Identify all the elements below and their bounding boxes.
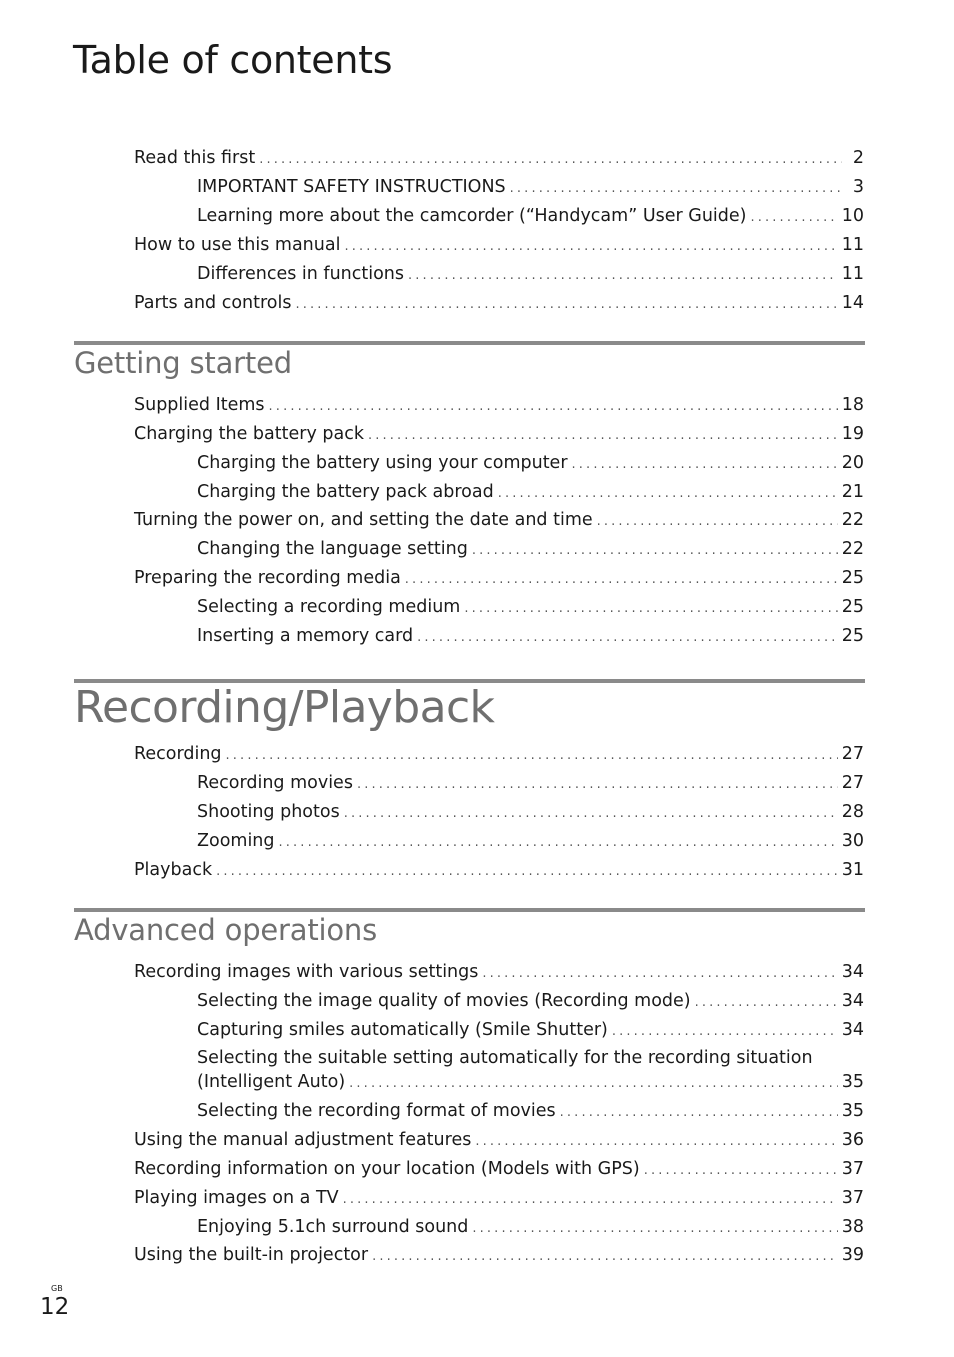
toc-entry-title: Supplied Items: [134, 395, 265, 415]
toc-entry-title: Enjoying 5.1ch surround sound: [197, 1217, 469, 1237]
toc-entry-title-cont: (Intelligent Auto): [197, 1072, 346, 1092]
toc-entry-page: 11: [841, 264, 864, 284]
page-number: 12: [40, 1294, 70, 1320]
toc-entry-title: Learning more about the camcorder (“Handycam” User Guide): [197, 206, 747, 226]
toc-entry[interactable]: [134, 742, 864, 766]
section-heading: Recording/Playback: [74, 682, 495, 733]
toc-entry-page: 35: [841, 1101, 864, 1121]
toc-entry-title: Charging the battery pack abroad: [197, 482, 494, 502]
toc-entry[interactable]: [134, 233, 864, 257]
dot-leader: [644, 1159, 838, 1183]
toc-entry-page: 37: [841, 1159, 864, 1179]
toc-entry-title: Playing images on a TV: [134, 1188, 339, 1208]
toc-entry[interactable]: [197, 624, 864, 648]
toc-entry[interactable]: [134, 508, 864, 532]
toc-entry[interactable]: [134, 393, 864, 417]
toc-entry-page: 25: [841, 626, 864, 646]
toc-entry-page: 22: [841, 539, 864, 559]
dot-leader: [269, 395, 838, 419]
dot-leader: [464, 597, 837, 621]
toc-entry-title: IMPORTANT SAFETY INSTRUCTIONS: [197, 177, 506, 197]
toc-entry-page: 3: [852, 177, 864, 197]
toc-entry-page: 10: [841, 206, 864, 226]
dot-leader: [510, 177, 842, 201]
toc-entry-title: Capturing smiles automatically (Smile Shutter): [197, 1020, 608, 1040]
toc-entry-page: 19: [841, 424, 864, 444]
toc-entry[interactable]: [197, 1099, 864, 1123]
toc-entry[interactable]: [134, 960, 864, 984]
section-heading: Getting started: [74, 346, 292, 380]
toc-entry[interactable]: [134, 858, 864, 882]
toc-entry-page: 37: [841, 1188, 864, 1208]
toc-entry-page: 20: [841, 453, 864, 473]
dot-leader: [344, 235, 837, 259]
page-title: Table of contents: [73, 38, 393, 82]
dot-leader: [417, 626, 838, 650]
toc-entry[interactable]: [197, 800, 864, 824]
toc-entry-title: Selecting the recording format of movies: [197, 1101, 556, 1121]
section-divider: [74, 341, 865, 345]
toc-entry-title: Parts and controls: [134, 293, 292, 313]
toc-entry-title: Changing the language setting: [197, 539, 468, 559]
toc-entry-page: 38: [841, 1217, 864, 1237]
toc-entry-title: Recording information on your location (Models with GPS): [134, 1159, 640, 1179]
toc-entry[interactable]: [134, 422, 864, 446]
toc-entry-title: Playback: [134, 860, 213, 880]
toc-entry[interactable]: [197, 480, 864, 504]
dot-leader: [408, 264, 838, 288]
toc-entry-page: 34: [841, 991, 864, 1011]
dot-leader: [368, 424, 838, 448]
toc-entry-title: Read this first: [134, 148, 256, 168]
toc-entry-page: 27: [841, 744, 864, 764]
toc-entry[interactable]: [134, 1243, 864, 1267]
dot-leader: [597, 510, 838, 534]
toc-entry-page: 36: [841, 1130, 864, 1150]
page-language-code: GB: [51, 1284, 63, 1293]
toc-entry-page: 28: [841, 802, 864, 822]
toc-entry[interactable]: [197, 595, 864, 619]
dot-leader: [349, 1072, 838, 1096]
section-divider: [74, 908, 865, 912]
toc-entry-page: 39: [841, 1245, 864, 1265]
toc-entry[interactable]: [134, 146, 864, 170]
toc-entry[interactable]: [197, 989, 864, 1013]
toc-entry-continuation: [197, 1070, 864, 1094]
toc-entry-title: Recording movies: [197, 773, 353, 793]
dot-leader: [259, 148, 842, 172]
toc-entry-title: Selecting the suitable setting automatically for the recording situation: [197, 1048, 813, 1068]
toc-entry-page: 31: [841, 860, 864, 880]
toc-entry[interactable]: [197, 204, 864, 228]
toc-entry[interactable]: [197, 175, 864, 199]
toc-entry-page: 25: [841, 568, 864, 588]
toc-entry-title: Zooming: [197, 831, 275, 851]
toc-entry-page: 11: [841, 235, 864, 255]
toc-entry-page: 34: [841, 1020, 864, 1040]
toc-entry-page: 35: [841, 1072, 864, 1092]
dot-leader: [751, 206, 838, 230]
dot-leader: [226, 744, 838, 768]
toc-entry-page: 22: [841, 510, 864, 530]
dot-leader: [372, 1245, 838, 1269]
toc-entry[interactable]: [197, 451, 864, 475]
section-heading: Advanced operations: [74, 913, 378, 947]
dot-leader: [472, 539, 838, 563]
toc-entry-title: Charging the battery using your computer: [197, 453, 568, 473]
toc-entry-title: Differences in functions: [197, 264, 405, 284]
toc-entry-title: Using the manual adjustment features: [134, 1130, 472, 1150]
toc-entry[interactable]: [197, 829, 864, 853]
toc-entry-title: Recording: [134, 744, 222, 764]
dot-leader: [475, 1130, 837, 1154]
toc-entry-page: 27: [841, 773, 864, 793]
toc-entry[interactable]: [197, 771, 864, 795]
toc-entry-title: Using the built-in projector: [134, 1245, 369, 1265]
toc-entry-title: Shooting photos: [197, 802, 340, 822]
toc-entry[interactable]: [197, 262, 864, 286]
dot-leader: [695, 991, 838, 1015]
dot-leader: [343, 1188, 838, 1212]
toc-entry-title: Preparing the recording media: [134, 568, 401, 588]
dot-leader: [344, 802, 838, 826]
toc-entry[interactable]: [197, 1018, 864, 1042]
toc-entry-title: Charging the battery pack: [134, 424, 364, 444]
dot-leader: [498, 482, 838, 506]
toc-entry[interactable]: [197, 1046, 864, 1094]
toc-entry[interactable]: [197, 537, 864, 561]
toc-entry-title: Recording images with various settings: [134, 962, 479, 982]
dot-leader: [357, 773, 838, 797]
dot-leader: [405, 568, 838, 592]
dot-leader: [482, 962, 837, 986]
toc-entry-title: Selecting a recording medium: [197, 597, 461, 617]
dot-leader: [572, 453, 838, 477]
toc-entry[interactable]: [134, 291, 864, 315]
toc-entry[interactable]: [197, 1215, 864, 1239]
toc-entry[interactable]: [134, 1186, 864, 1210]
toc-entry-title: Selecting the image quality of movies (Recording mode): [197, 991, 691, 1011]
toc-entry-page: 14: [841, 293, 864, 313]
toc-entry[interactable]: [134, 1128, 864, 1152]
dot-leader: [279, 831, 838, 855]
toc-entry[interactable]: [134, 1157, 864, 1181]
dot-leader: [296, 293, 838, 317]
toc-entry-title: Turning the power on, and setting the date and time: [134, 510, 593, 530]
toc-entry-page: 18: [841, 395, 864, 415]
toc-entry-page: 2: [852, 148, 864, 168]
toc-entry-title: Inserting a memory card: [197, 626, 414, 646]
dot-leader: [216, 860, 838, 884]
toc-entry-title: How to use this manual: [134, 235, 341, 255]
toc-entry-page: 30: [841, 831, 864, 851]
dot-leader: [560, 1101, 838, 1125]
toc-entry-page: 34: [841, 962, 864, 982]
dot-leader: [472, 1217, 837, 1241]
dot-leader: [612, 1020, 838, 1044]
toc-entry-page: 21: [841, 482, 864, 502]
toc-entry[interactable]: [134, 566, 864, 590]
toc-entry-page: 25: [841, 597, 864, 617]
